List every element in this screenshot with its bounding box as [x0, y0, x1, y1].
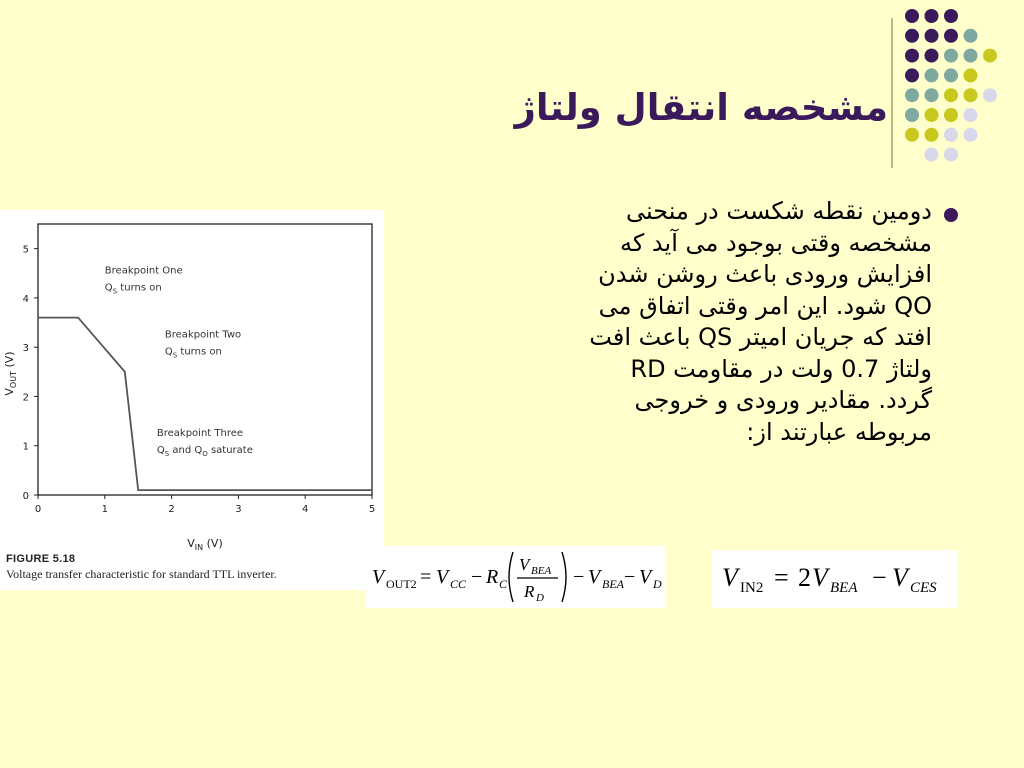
decorative-dot — [925, 128, 939, 142]
decorative-dot — [905, 29, 919, 43]
bullet-line: مشخصه وقتی بوجود می آید که — [620, 228, 932, 257]
eq-left-paren — [509, 552, 513, 602]
decorative-dot — [925, 148, 939, 162]
decorative-dot — [944, 29, 958, 43]
eq-operator: − — [471, 566, 483, 588]
equation-vout2 — [366, 546, 666, 608]
eq-subscript: D — [653, 577, 662, 591]
breakpoint-annotation: Breakpoint One — [104, 265, 183, 277]
decorative-dot — [925, 68, 939, 82]
eq-subscript: CES — [910, 580, 937, 596]
equation-vout2-formula — [366, 546, 666, 608]
eq-operator: − — [573, 566, 585, 588]
decorative-dot — [905, 9, 919, 23]
decorative-dot — [944, 108, 958, 122]
eq-symbol: V — [372, 566, 385, 588]
eq-symbol: V — [639, 566, 652, 588]
eq-right-paren — [562, 552, 566, 602]
decorative-dot — [905, 68, 919, 82]
decorative-dot — [925, 49, 939, 63]
y-tick-label: 1 — [22, 441, 29, 453]
eq-subscript: BEA — [830, 580, 858, 596]
decorative-dot — [983, 49, 997, 63]
breakpoint-annotation: Breakpoint Three — [156, 427, 244, 439]
decorative-dot — [944, 88, 958, 102]
decorative-dot — [905, 49, 919, 63]
decorative-dot — [925, 88, 939, 102]
equation-vin2-formula — [712, 550, 958, 608]
eq-subscript: BEA — [531, 565, 552, 577]
decorative-dot — [964, 49, 978, 63]
decorative-dot — [905, 88, 919, 102]
decorative-dot — [944, 68, 958, 82]
breakpoint-annotation: $Q_S$ turns on — [164, 346, 222, 360]
decorative-dot — [925, 9, 939, 23]
decorative-dot — [944, 49, 958, 63]
figure-caption-block — [6, 552, 277, 582]
y-tick-label: 4 — [22, 293, 29, 305]
bullet-line: افزایش ورودی باعث روشن شدن — [598, 260, 932, 288]
bullet-line: گردد. مقادیر ورودی و خروجی — [634, 386, 932, 414]
eq-symbol: R — [524, 582, 535, 601]
x-tick-label: 4 — [302, 504, 309, 515]
decorative-dot-grid — [904, 8, 1016, 168]
breakpoint-annotation: $Q_S$ and $Q_O$ saturate — [156, 444, 253, 458]
x-tick-label: 1 — [101, 504, 108, 515]
decorative-dot — [944, 9, 958, 23]
breakpoint-annotation: $Q_S$ turns on — [104, 282, 162, 296]
bullet-text — [440, 196, 932, 448]
eq-operator: − — [624, 566, 636, 588]
decorative-dot — [964, 29, 978, 43]
y-tick-label: 2 — [22, 392, 29, 404]
eq-operator: = — [420, 566, 432, 588]
bullet-line: مربوطه عبارتند از: — [746, 417, 932, 446]
title-divider-line — [891, 18, 893, 168]
eq-operator: = — [774, 563, 789, 592]
decorative-dot — [905, 128, 919, 142]
eq-symbol: V — [892, 563, 908, 592]
decorative-dot — [905, 108, 919, 122]
equation-vin2 — [712, 550, 958, 608]
decorative-dot — [964, 108, 978, 122]
x-tick-label: 2 — [168, 504, 175, 515]
eq-symbol: V — [519, 555, 530, 574]
breakpoint-annotation: Breakpoint Two — [164, 329, 242, 341]
x-axis-label: $V_{IN}$ (V) — [187, 537, 223, 550]
eq-coefficient: 2 — [798, 563, 811, 592]
bullet-line: دومین نقطه شکست در منحنی — [626, 197, 932, 225]
figure-caption: Voltage transfer characteristic for standard TTL inverter. — [6, 567, 277, 581]
bullet-dot — [944, 208, 958, 222]
decorative-dot — [944, 148, 958, 162]
eq-symbol: V — [588, 566, 601, 588]
decorative-dot — [925, 29, 939, 43]
vtc-chart — [0, 210, 384, 550]
eq-symbol: V — [436, 566, 449, 588]
decorative-dot — [964, 128, 978, 142]
eq-subscript: OUT2 — [386, 577, 417, 591]
x-tick-label: 0 — [34, 504, 42, 515]
bullet-line: افتد که جریان امیتر QS باعث افت — [589, 323, 932, 351]
eq-subscript: CC — [450, 577, 467, 591]
eq-subscript: BEA — [602, 577, 624, 591]
decorative-dot — [944, 128, 958, 142]
y-tick-label: 5 — [22, 244, 29, 256]
transfer-curve-line — [38, 318, 372, 491]
bullet-line: ولتاژ 0.7 ولت در مقاومت RD — [630, 354, 932, 383]
y-tick-label: 0 — [22, 491, 29, 502]
x-tick-label: 3 — [235, 504, 242, 515]
eq-symbol: V — [812, 563, 828, 592]
y-tick-label: 3 — [22, 343, 29, 355]
bullet-line: QO شود. این امر وقتی اتفاق می — [598, 291, 932, 320]
eq-subscript: D — [536, 592, 544, 604]
eq-subscript: IN2 — [740, 580, 764, 596]
decorative-dot — [964, 68, 978, 82]
slide-title: مشخصه انتقال ولتاژ — [514, 86, 888, 129]
y-axis-label: $V_{OUT}$ (V) — [3, 351, 18, 396]
eq-operator: − — [872, 563, 887, 592]
decorative-dot — [964, 88, 978, 102]
figure-number: FIGURE 5.18 — [6, 553, 76, 565]
transfer-characteristic-figure — [0, 210, 384, 590]
decorative-dot — [983, 88, 997, 102]
decorative-dot — [925, 108, 939, 122]
x-tick-label: 5 — [368, 504, 376, 515]
eq-subscript: C — [499, 577, 508, 591]
eq-symbol: V — [722, 563, 738, 592]
eq-symbol: R — [486, 566, 499, 588]
